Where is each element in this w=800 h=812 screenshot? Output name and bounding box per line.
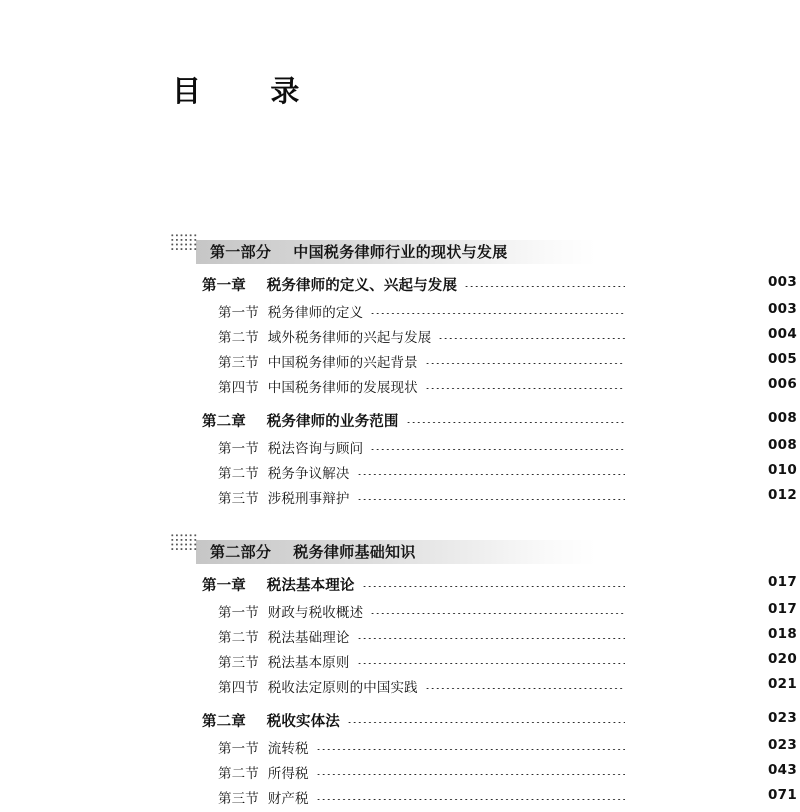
leader-dots <box>425 688 625 689</box>
entry-label: 第一章 税务律师的定义、兴起与发展 <box>202 277 458 294</box>
toc-section-entry[interactable] <box>0 651 800 676</box>
entry-label: 第一节 税法咨询与顾问 <box>218 441 364 457</box>
toc-section-entry[interactable] <box>0 676 800 701</box>
toc-chapter-entry[interactable] <box>0 574 800 601</box>
entry-label: 第四节 税收法定原则的中国实践 <box>218 680 418 696</box>
entry-label: 第三节 涉税刑事辩护 <box>218 491 350 507</box>
entry-page-number: 043 <box>768 762 797 778</box>
toc-section-entry[interactable] <box>0 487 800 512</box>
entry-page-number: 004 <box>768 326 797 342</box>
entry-label: 第一节 税务律师的定义 <box>218 305 364 321</box>
toc-chapter-entry[interactable] <box>0 410 800 437</box>
toc-section-entry[interactable] <box>0 376 800 401</box>
entry-page-number: 021 <box>768 676 797 692</box>
entry-label: 第三节 财产税 <box>218 791 309 807</box>
entry-label: 第三节 税法基本原则 <box>218 655 350 671</box>
entry-page-number: 023 <box>768 737 797 753</box>
entry-page-number: 010 <box>768 462 797 478</box>
toc-section-entry[interactable] <box>0 762 800 787</box>
leader-dots <box>370 613 625 614</box>
entry-label: 第一节 财政与税收概述 <box>218 605 364 621</box>
entry-page-number: 003 <box>768 274 797 290</box>
spacer <box>0 401 800 410</box>
entry-page-number: 008 <box>768 437 797 453</box>
entry-page-number: 023 <box>768 710 797 726</box>
toc-section-entry[interactable] <box>0 326 800 351</box>
toc-chapter-entry[interactable] <box>0 274 800 301</box>
entry-page-number: 012 <box>768 487 797 503</box>
entry-page-number: 018 <box>768 626 797 642</box>
entry-page-number: 020 <box>768 651 797 667</box>
toc-section-entry[interactable] <box>0 437 800 462</box>
table-of-contents <box>0 228 800 812</box>
toc-section-entry[interactable] <box>0 737 800 762</box>
entry-page-number: 003 <box>768 301 797 317</box>
leader-dots <box>357 499 625 500</box>
toc-chapter-entry[interactable] <box>0 710 800 737</box>
leader-dots <box>357 663 625 664</box>
leader-dots <box>406 422 625 423</box>
leader-dots <box>316 749 625 750</box>
entry-label: 第二节 税法基础理论 <box>218 630 350 646</box>
leader-dots <box>425 363 625 364</box>
entry-page-number: 008 <box>768 410 797 426</box>
page-title: 目 录 <box>172 74 306 108</box>
leader-dots <box>370 449 625 450</box>
entry-page-number: 017 <box>768 601 797 617</box>
leader-dots <box>370 313 625 314</box>
leader-dots <box>357 638 625 639</box>
entry-label: 第四节 中国税务律师的发展现状 <box>218 380 418 396</box>
toc-section-entry[interactable] <box>0 462 800 487</box>
toc-section-entry[interactable] <box>0 351 800 376</box>
leader-dots <box>362 586 625 587</box>
toc-section-entry[interactable] <box>0 601 800 626</box>
entry-page-number: 005 <box>768 351 797 367</box>
part-header <box>0 228 800 274</box>
leader-dots <box>425 388 625 389</box>
leader-dots <box>347 722 625 723</box>
entry-label: 第二章 税收实体法 <box>202 713 340 730</box>
toc-section-entry[interactable] <box>0 626 800 651</box>
entry-label: 第二节 所得税 <box>218 766 309 782</box>
part-title: 第一部分 中国税务律师行业的现状与发展 <box>210 243 508 261</box>
entry-label: 第二章 税务律师的业务范围 <box>202 413 399 430</box>
part-header <box>0 528 800 574</box>
dot-grid-ornament-icon <box>170 533 198 551</box>
entry-label: 第一章 税法基本理论 <box>202 577 355 594</box>
entry-label: 第二节 域外税务律师的兴起与发展 <box>218 330 432 346</box>
entry-label: 第一节 流转税 <box>218 741 309 757</box>
entry-page-number: 017 <box>768 574 797 590</box>
spacer <box>0 512 800 528</box>
spacer <box>0 701 800 710</box>
entry-label: 第三节 中国税务律师的兴起背景 <box>218 355 418 371</box>
entry-label: 第二节 税务争议解决 <box>218 466 350 482</box>
entry-page-number: 006 <box>768 376 797 392</box>
toc-section-entry[interactable] <box>0 301 800 326</box>
dot-grid-ornament-icon <box>170 233 198 251</box>
part-title: 第二部分 税务律师基础知识 <box>210 543 416 561</box>
entry-page-number: 071 <box>768 787 797 803</box>
leader-dots <box>357 474 625 475</box>
leader-dots <box>316 774 625 775</box>
leader-dots <box>464 286 625 287</box>
leader-dots <box>438 338 625 339</box>
